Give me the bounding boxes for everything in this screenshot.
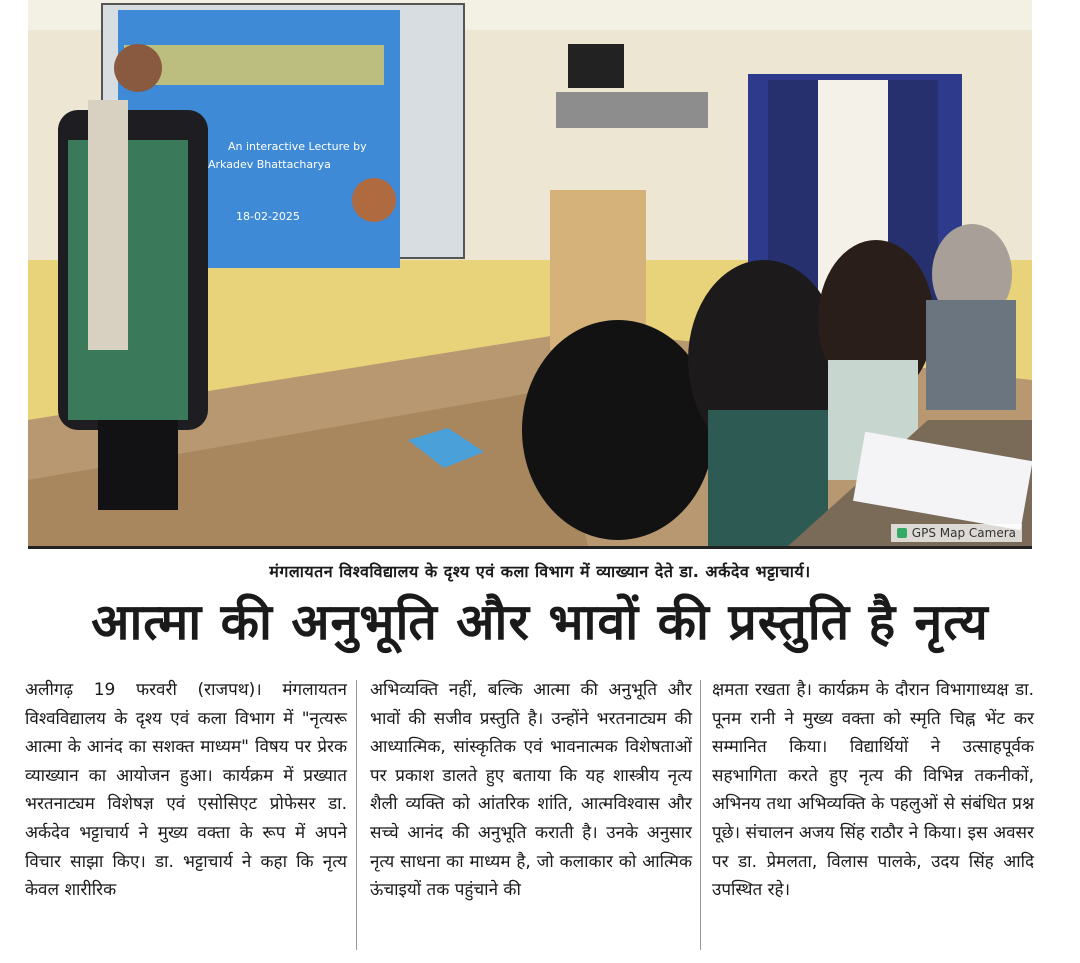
column-divider bbox=[700, 680, 701, 950]
slide-date: 18-02-2025 bbox=[236, 210, 300, 223]
column-divider bbox=[356, 680, 357, 950]
news-photo bbox=[28, 0, 1032, 549]
map-pin-icon bbox=[897, 528, 907, 538]
headline: आत्मा की अनुभूति और भावों की प्रस्तुति है नृत्य bbox=[91, 593, 989, 651]
article-column-2: अभिव्यक्ति नहीं, बल्कि आत्मा की अनुभूति और भावों की सजीव प्रस्तुति है। उन्होंने भरतनाट्यम की आध्यात्मिक, सांस्कृतिक एवं भावनात्मक विशेषताओं पर प्रकाश डालते हुए बताया कि यह शास्त्रीय नृत्य शैली व्यक्ति को आंतरिक शांति, आत्मविश्वास और सच्चे आनंद की अनुभूति कराती है। उनके अनुसार नृत्य साधना का माध्यम है, जो कलाकार को आत्मिक ऊंचाइयों तक पहुंचाने की bbox=[370, 680, 692, 901]
article-column-1: अलीगढ़ 19 फरवरी (राजपथ)। मंगलायतन विश्वविद्यालय के दृश्य एवं कला विभाग में "नृत्यरू आत्मा के आनंद का सशक्त माध्यम" विषय पर प्रेरक व्याख्यान का आयोजन हुआ। कार्यक्रम में प्रख्यात भरतनाट्यम विशेषज्ञ एवं एसोसिएट प्रोफेसर डा. अर्कदेव भट्टाचार्य ने मुख्य वक्ता के रूप में अपने विचार साझा किए। डा. भट्टाचार्य ने कहा कि नृत्य केवल शारीरिक bbox=[25, 680, 347, 901]
slide-name: Arkadev Bhattacharya bbox=[208, 158, 331, 171]
gps-label: GPS Map Camera bbox=[911, 526, 1016, 540]
gps-watermark bbox=[891, 524, 1022, 542]
article-column-3: क्षमता रखता है। कार्यक्रम के दौरान विभागाध्यक्ष डा. पूनम रानी ने मुख्य वक्ता को स्मृति चिह्न भेंट कर सम्मानित किया। विद्यार्थियों ने उत्साहपूर्वक सहभागिता करते हुए नृत्य की विभिन्न तकनीकों, अभिनय तथा अभिव्यक्ति के पहलुओं से संबंधित प्रश्न पूछे। संचालन अजय सिंह राठौर ने किया। इस अवसर पर डा. प्रेमलता, विलास पालके, उदय सिंह आदि उपस्थित रहे। bbox=[712, 680, 1034, 901]
photo-caption: मंगलायतन विश्वविद्यालय के दृश्य एवं कला विभाग में व्याख्यान देते डा. अर्कदेव भट्टाचार्य। bbox=[269, 562, 811, 581]
slide-subtitle: An interactive Lecture by bbox=[228, 140, 367, 153]
